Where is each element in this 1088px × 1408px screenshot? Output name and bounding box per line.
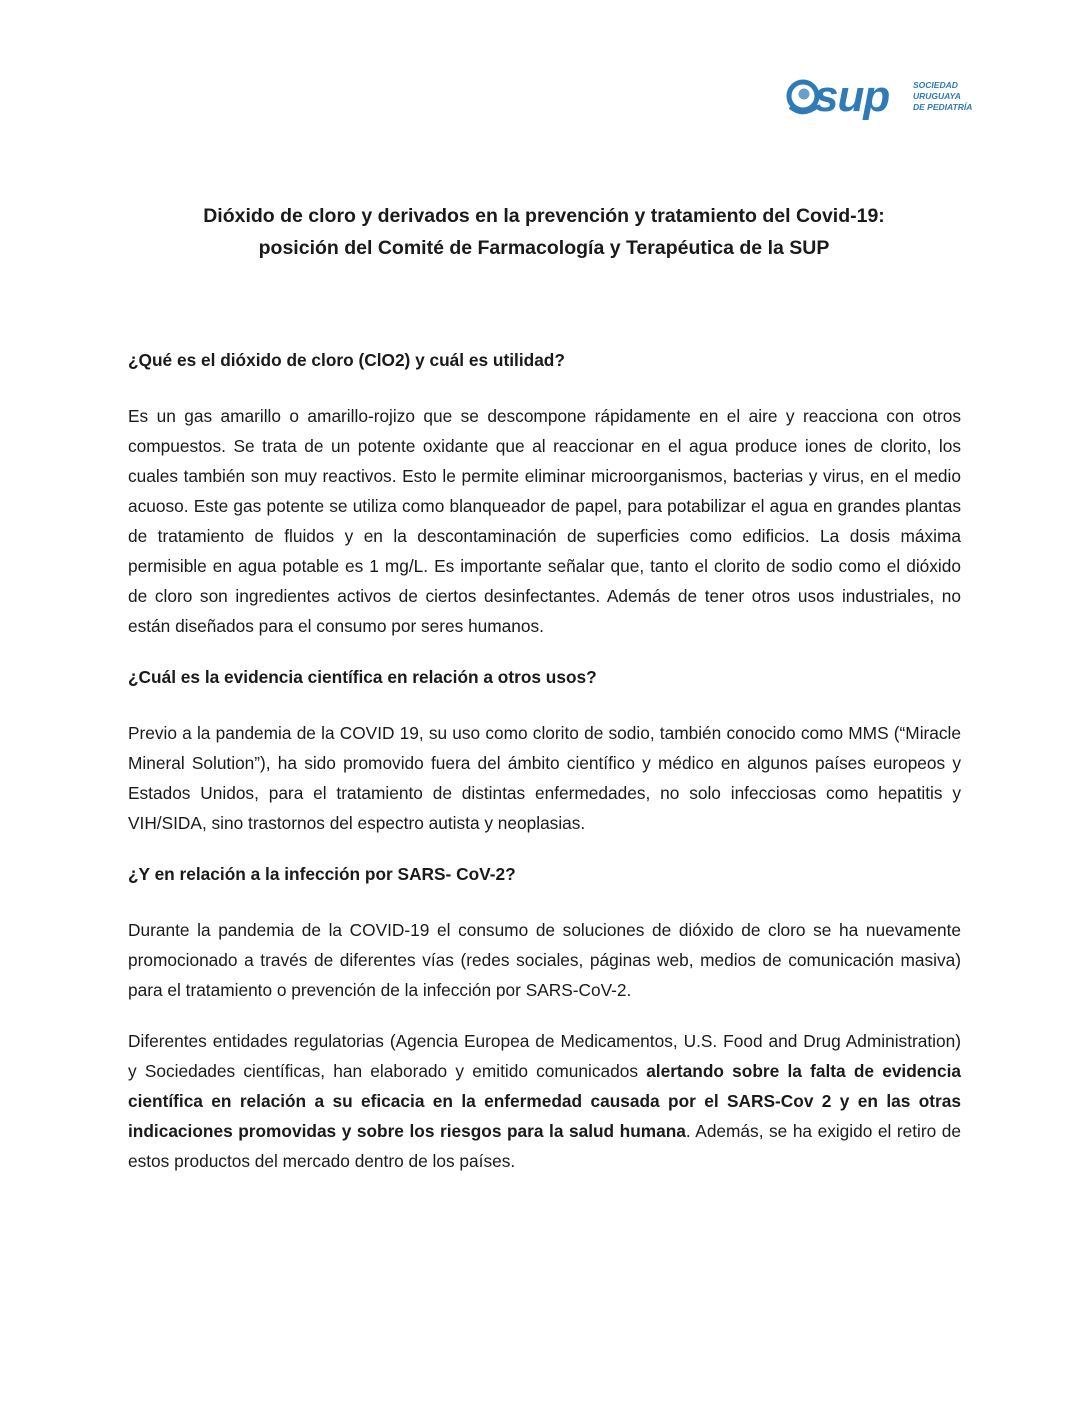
title-line-2: posición del Comité de Farmacología y Terapéutica de la SUP	[258, 237, 830, 259]
paragraph-regulators-tail: . Además, se ha exigido el retiro de estos productos del mercado dentro de los países.	[128, 1121, 962, 1171]
paragraph-what-is: Es un gas amarillo o amarillo-rojizo que se descompone rápidamente en el aire y reacciona con otros compuestos. Se trata de un potente oxidante que al reaccionar en el agua produce iones de clorito, los cuales también son muy reactivos. Esto le permite eliminar microorganismos, bacterias y virus, en el medio acuoso. Este gas potente se utiliza como blanqueador de papel, para potabilizar el agua en grandes plantas de tratamiento de fluidos y en la descontaminación de superficies como edificios. La dosis máxima permisible en agua potable es 1 mg/L. Es importante señalar que, tanto el clorito de sodio como el dióxido de cloro son ingredientes activos de ciertos desinfectantes. Además de tener otros usos industriales, no están diseñados para el consumo por seres humanos.	[128, 406, 961, 636]
document-title	[100, 200, 988, 264]
paragraph-evidence: Previo a la pandemia de la COVID 19, su uso como clorito de sodio, también conocido como MMS (“Miracle Mineral Solution”), ha sido promovido fuera del ámbito científico y médico en algunos países europeos y Estados Unidos, para el tratamiento de distintas enfermedades, no solo infecciosas como hepatitis y VIH/SIDA, sino trastornos del espectro autista y neoplasias.	[128, 723, 961, 833]
logo-tagline-line: SOCIEDAD	[913, 80, 958, 90]
section-heading-evidence: ¿Cuál es la evidencia científica en relación a otros usos?	[128, 667, 597, 687]
document-body	[128, 345, 961, 1176]
logo-tagline	[913, 80, 972, 113]
paragraph-regulators-bold: alertando sobre la falta de evidencia científica en relación a su eficacia en la enfermedad causada por el SARS-Cov 2 y en las otras indicaciones promovidas y sobre los riesgos para la salud humana	[128, 1061, 961, 1141]
logo-tagline-line: URUGUAYA	[913, 91, 961, 101]
paragraph-pandemic: Durante la pandemia de la COVID-19 el consumo de soluciones de dióxido de cloro se ha nuevamente promocionado a través de diferentes vías (redes sociales, páginas web, medios de comunicación masiva) para el tratamiento o prevención de la infección por SARS-CoV-2.	[128, 920, 961, 1000]
paragraph-regulators-text: Diferentes entidades regulatorias (Agencia Europea de Medicamentos, U.S. Food and Drug Administration) y Sociedades científicas, han elaborado y emitido comunicados	[128, 1031, 961, 1081]
paragraph-regulators	[128, 1026, 961, 1176]
logo-wordmark: sup	[814, 72, 890, 121]
logo-tagline-line: DE PEDIATRÍA	[913, 102, 973, 112]
title-line-1: Dióxido de cloro y derivados en la prevención y tratamiento del Covid-19:	[203, 205, 885, 227]
sup-logo	[786, 74, 986, 124]
section-heading-what-is: ¿Qué es el dióxido de cloro (ClO2) y cuál es utilidad?	[128, 350, 565, 370]
section-heading-sars-cov-2: ¿Y en relación a la infección por SARS- CoV-2?	[128, 864, 516, 884]
